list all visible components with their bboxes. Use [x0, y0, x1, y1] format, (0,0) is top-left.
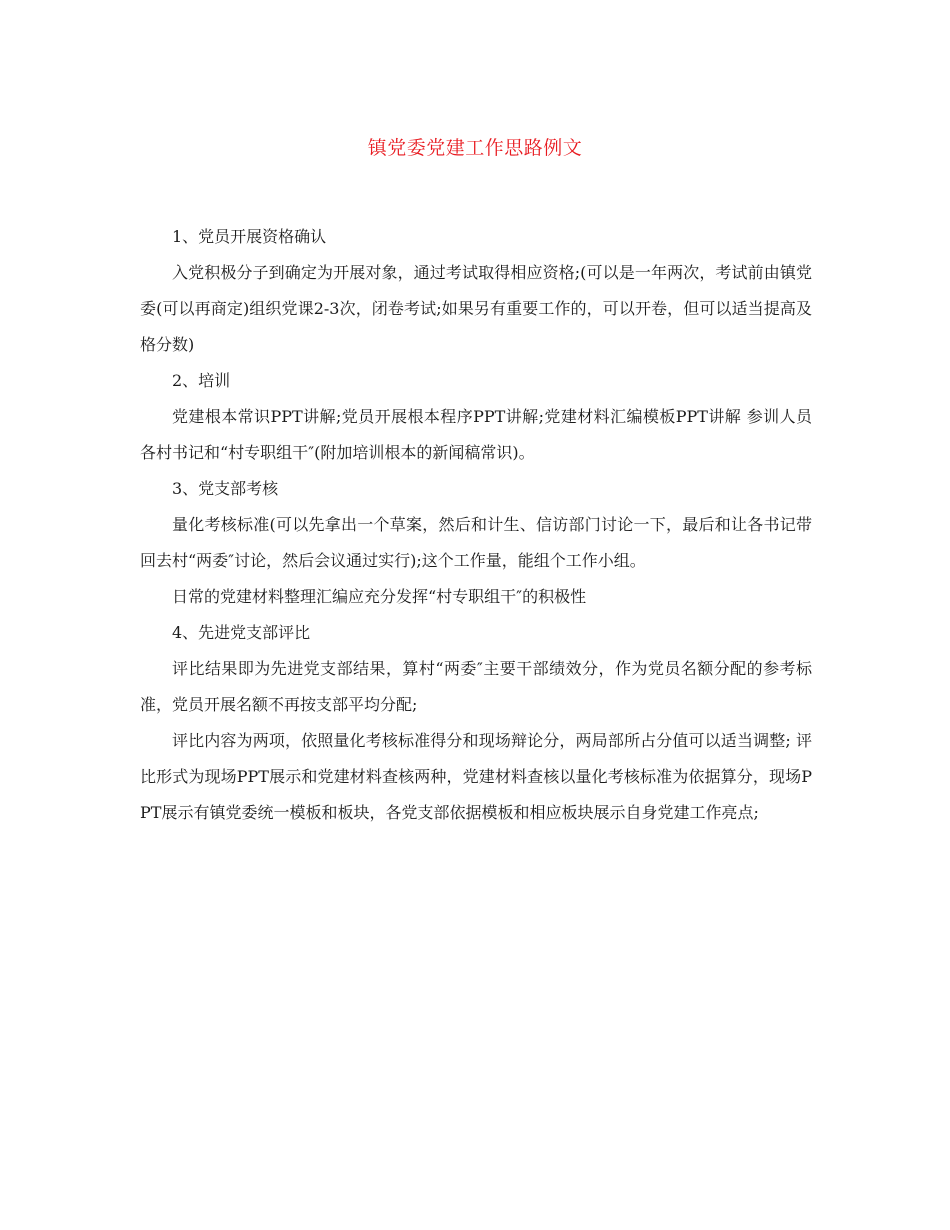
heading-training: 2、培训	[172, 371, 231, 390]
heading-branch-assessment: 3、党支部考核	[172, 479, 279, 498]
heading-member-qualification: 1、党员开展资格确认	[172, 227, 327, 246]
paragraph-material-compilation: 日常的党建材料整理汇编应充分发挥“村专职组干″的积极性	[172, 587, 587, 606]
paragraph-qualification-detail: 入党积极分子到确定为开展对象，通过考试取得相应资格;(可以是一年两次，考试前由镇党委(可以再商定)组织党课2-3次，闭卷考试;如果另有重要工作的，可以开卷，但可以适当提高及格分数)	[140, 263, 812, 354]
document-body	[140, 219, 812, 831]
paragraph-training-detail: 党建根本常识PPT讲解;党员开展根本程序PPT讲解;党建材料汇编模板PPT讲解 参训人员各村书记和“村专职组干″(附加培训根本的新闻稿常识)。	[140, 407, 812, 462]
paragraph-assessment-standard: 量化考核标准(可以先拿出一个草案，然后和计生、信访部门讨论一下，最后和让各书记带回去村“两委″讨论，然后会议通过实行);这个工作量，能组个工作小组。	[140, 515, 812, 570]
paragraph-evaluation-content: 评比内容为两项，依照量化考核标准得分和现场辩论分，两局部所占分值可以适当调整; 评比形式为现场PPT展示和党建材料查核两种，党建材料查核以量化考核标准为依据算分，现场PPT展示有镇党委统一模板和板块，各党支部依据模板和相应板块展示自身党建工作亮点;	[140, 731, 812, 822]
heading-branch-evaluation: 4、先进党支部评比	[172, 623, 311, 642]
document-title: 镇党委党建工作思路例文	[367, 137, 583, 159]
paragraph-evaluation-result: 评比结果即为先进党支部结果，算村“两委″主要干部绩效分，作为党员名额分配的参考标准，党员开展名额不再按支部平均分配;	[140, 659, 812, 714]
